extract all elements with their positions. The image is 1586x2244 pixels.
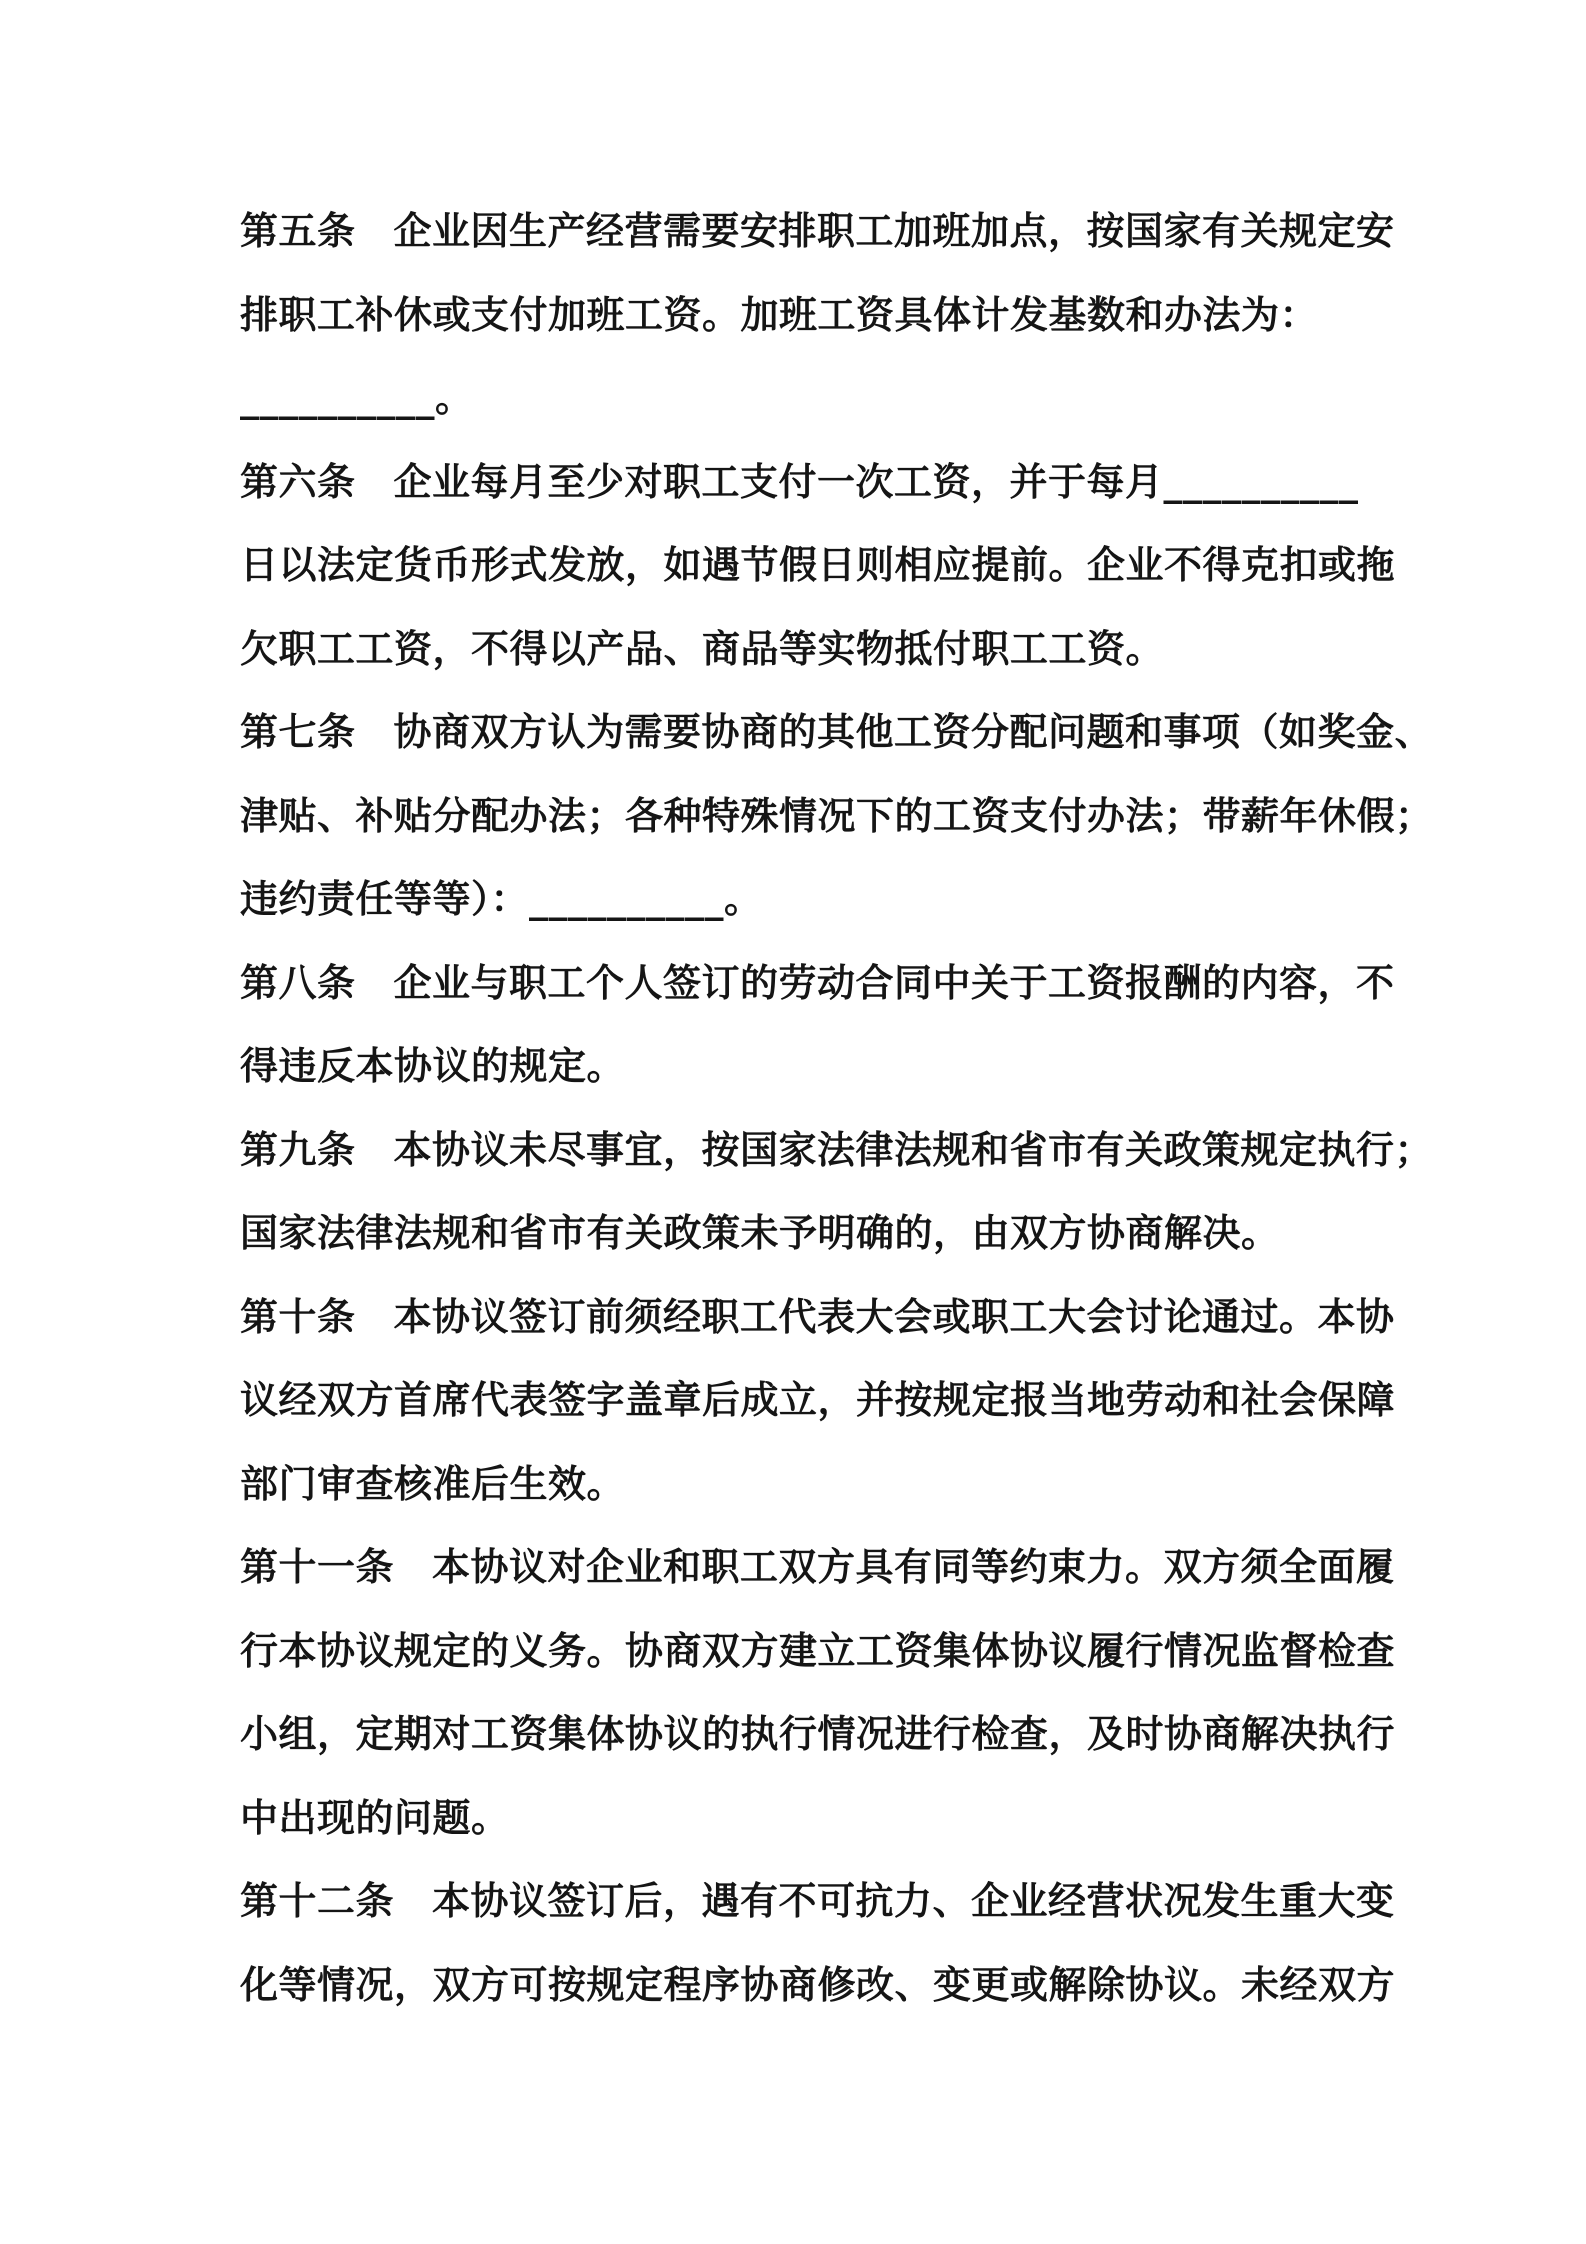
article-11-heading: 第十一条 xyxy=(240,1545,395,1589)
article-11-line-4: 中出现的问题。 xyxy=(240,1795,510,1840)
article-12-text: 本协议签订后，遇有不可抗力、企业经营状况发生重大变 xyxy=(432,1879,1395,1923)
article-8-heading: 第八条 xyxy=(240,960,356,1005)
article-5-heading: 第五条 xyxy=(240,209,356,253)
article-8-line-2: 得违反本协议的规定。 xyxy=(240,1044,626,1088)
article-11-line-3: 小组，定期对工资集体协议的执行情况进行检查，及时协商解决执行 xyxy=(240,1712,1396,1756)
article-9-line-2: 国家法律法规和省市有关政策未予明确的，由双方协商解决。 xyxy=(240,1211,1280,1255)
article-8-line-1 xyxy=(240,942,1395,1026)
article-5-line-1 xyxy=(240,190,1395,274)
article-9-line-1 xyxy=(240,1109,1434,1193)
article-10-line-1 xyxy=(240,1276,1395,1360)
article-10-text: 本协议签订前须经职工代表大会或职工大会讨论通过。本协 xyxy=(393,1294,1395,1339)
article-12-heading: 第十二条 xyxy=(240,1879,395,1923)
article-12-line-1 xyxy=(240,1860,1395,1944)
article-6-line-2: 日以法定货币形式发放，如遇节假日则相应提前。企业不得克扣或拖 xyxy=(240,543,1396,587)
article-10-line-3: 部门审查核准后生效。 xyxy=(240,1461,626,1506)
article-11-line-2: 行本协议规定的义务。协商双方建立工资集体协议履行情况监督检查 xyxy=(240,1628,1396,1673)
article-11-text: 本协议对企业和职工双方具有同等约束力。双方须全面履 xyxy=(432,1545,1395,1589)
article-6-line-1 xyxy=(240,441,1370,525)
article-6-text: 企业每月至少对职工支付一次工资，并于每月__________ xyxy=(393,459,1359,504)
article-7-line-2: 津贴、补贴分配办法；各种特殊情况下的工资支付办法；带薪年休假； xyxy=(240,793,1434,838)
article-11-line-1 xyxy=(240,1526,1395,1610)
document-body xyxy=(240,190,1434,2027)
article-9-heading: 第九条 xyxy=(240,1127,356,1172)
article-12-line-2: 化等情况，双方可按规定程序协商修改、变更或解除协议。未经双方 xyxy=(240,1962,1396,2007)
article-7-line-3: 违约责任等等）：__________。 xyxy=(240,877,763,921)
article-7-text: 协商双方认为需要协商的其他工资分配问题和事项（如奖金、 xyxy=(393,710,1434,754)
article-10-heading: 第十条 xyxy=(240,1294,356,1339)
article-7-heading: 第七条 xyxy=(240,710,356,754)
article-7-line-1 xyxy=(240,691,1434,775)
article-10-line-2: 议经双方首席代表签字盖章后成立，并按规定报当地劳动和社会保障 xyxy=(240,1378,1396,1422)
article-5-line-3: __________。 xyxy=(240,376,474,420)
article-9-text: 本协议未尽事宜，按国家法律法规和省市有关政策规定执行； xyxy=(393,1127,1434,1172)
article-5-line-2: 排职工补休或支付加班工资。加班工资具体计发基数和办法为： xyxy=(240,292,1319,337)
article-6-line-3: 欠职工工资，不得以产品、商品等实物抵付职工工资。 xyxy=(240,626,1165,671)
article-8-text: 企业与职工个人签订的劳动合同中关于工资报酬的内容，不 xyxy=(393,960,1395,1005)
article-6-heading: 第六条 xyxy=(240,459,356,504)
article-5-text: 企业因生产经营需要安排职工加班加点，按国家有关规定安 xyxy=(393,209,1395,253)
